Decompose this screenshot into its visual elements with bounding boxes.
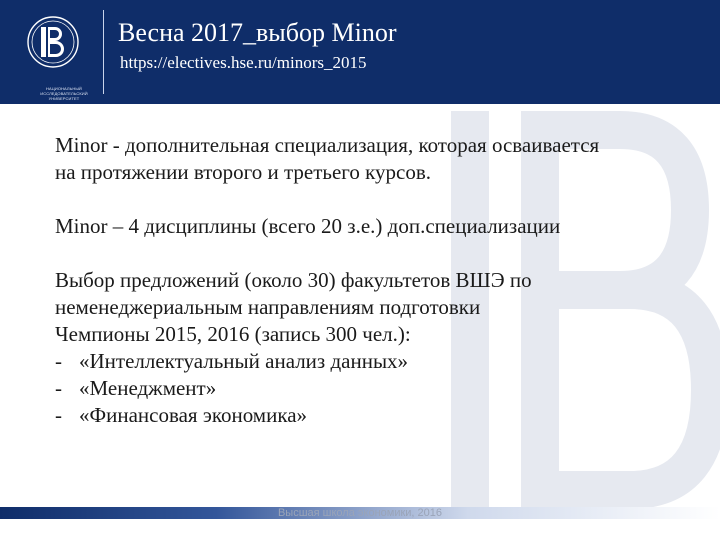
bullet-marker: -	[55, 403, 62, 427]
bullet-marker: -	[55, 376, 62, 400]
text-line: Minor - дополнительная специализация, которая осваивается	[55, 133, 600, 157]
text-line: на протяжении второго и третьего курсов.	[55, 160, 432, 184]
logo-caption-line1: НАЦИОНАЛЬНЫЙ ИССЛЕДОВАТЕЛЬСКИЙ	[40, 86, 88, 96]
list-item-text: «Менеджмент»	[79, 376, 217, 400]
list-item	[55, 375, 695, 402]
list-item-text: «Финансовая экономика»	[79, 403, 308, 427]
text-line: Чемпионы 2015, 2016 (запись 300 чел.):	[55, 322, 411, 346]
slide-title: Весна 2017_выбор Minor	[118, 18, 397, 47]
header-divider	[103, 10, 104, 94]
logo-caption-line2: УНИВЕРСИТЕТ	[48, 96, 80, 101]
paragraph-definition	[55, 132, 695, 186]
logo-caption	[24, 86, 104, 101]
slide-subtitle-link[interactable]: https://electives.hse.ru/minors_2015	[120, 53, 367, 72]
list-item-text: «Интеллектуальный анализ данных»	[79, 349, 409, 373]
hse-logo	[10, 14, 96, 101]
text-line: неменеджериальным направлениям подготовки	[55, 295, 481, 319]
footer-text: Высшая школа экономики, 2016	[277, 507, 443, 519]
slide-header	[0, 0, 720, 104]
paragraph-disciplines: Minor – 4 дисциплины (всего 20 з.е.) доп.специализации	[55, 214, 561, 238]
slide-body	[55, 132, 695, 429]
hse-logo-icon	[10, 14, 96, 94]
text-line: Выбор предложений (около 30) факультетов ВШЭ по	[55, 268, 532, 292]
paragraph-choice	[55, 267, 695, 348]
list-item	[55, 402, 695, 429]
list-item	[55, 348, 695, 375]
bullet-marker: -	[55, 349, 62, 373]
